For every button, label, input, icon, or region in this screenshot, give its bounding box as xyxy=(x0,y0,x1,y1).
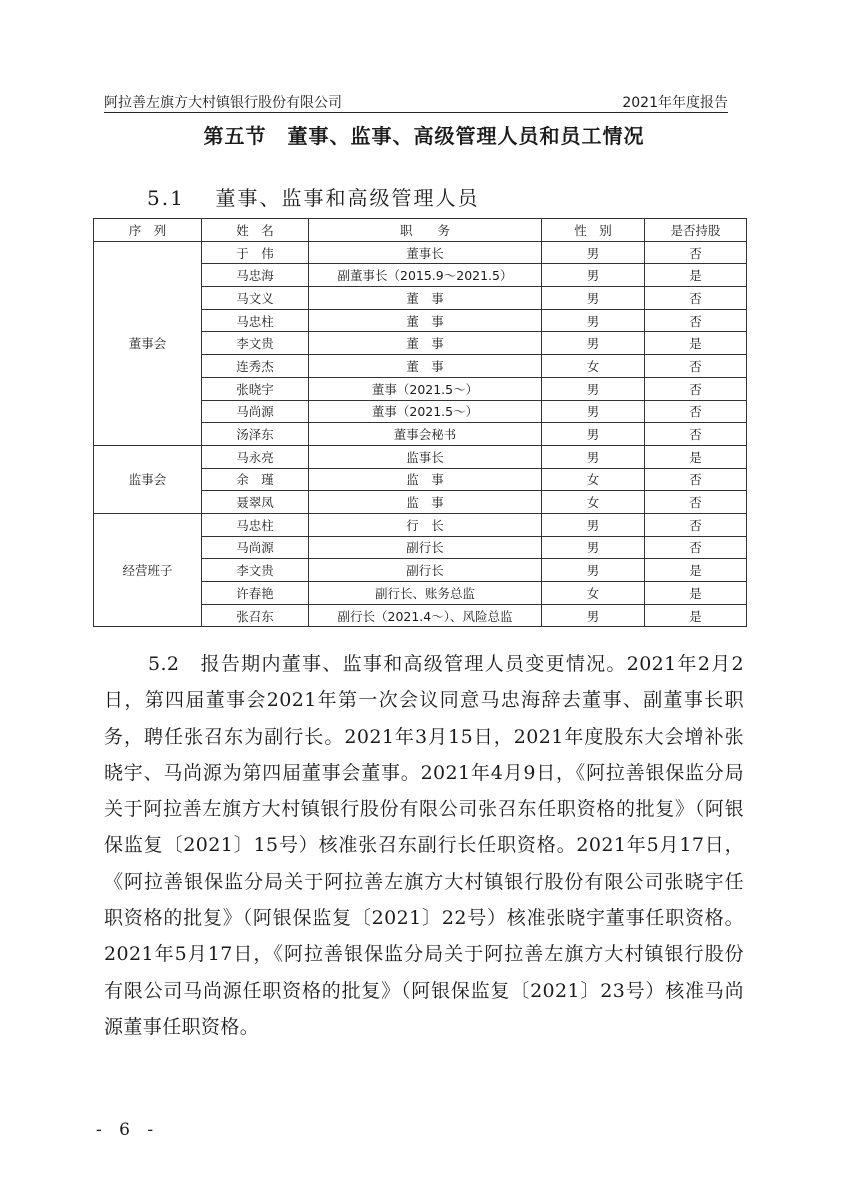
position-cell: 董 事 xyxy=(309,355,542,378)
position-cell: 董事（2021.5～） xyxy=(309,377,542,400)
position-cell: 董 事 xyxy=(309,332,542,355)
group-label-cell: 董事会 xyxy=(94,241,202,445)
position-cell: 副行长 xyxy=(309,536,542,559)
shareholding-cell: 是 xyxy=(645,604,747,627)
column-header: 是否持股 xyxy=(645,219,747,242)
shareholding-cell: 否 xyxy=(645,491,747,514)
name-cell: 马尚源 xyxy=(202,536,309,559)
gender-cell: 女 xyxy=(542,355,645,378)
gender-cell: 男 xyxy=(542,377,645,400)
position-cell: 董事会秘书 xyxy=(309,423,542,446)
gender-cell: 女 xyxy=(542,582,645,605)
position-cell: 副行长 xyxy=(309,559,542,582)
shareholding-cell: 否 xyxy=(645,377,747,400)
shareholding-cell: 否 xyxy=(645,309,747,332)
position-cell: 董事（2021.5～） xyxy=(309,400,542,423)
column-header: 姓 名 xyxy=(202,219,309,242)
column-header: 职 务 xyxy=(309,219,542,242)
header-company: 阿拉善左旗方大村镇银行股份有限公司 xyxy=(104,95,342,111)
header-report-title: 2021年年度报告 xyxy=(622,95,728,111)
gender-cell: 男 xyxy=(542,400,645,423)
gender-cell: 男 xyxy=(542,332,645,355)
gender-cell: 男 xyxy=(542,604,645,627)
gender-cell: 女 xyxy=(542,468,645,491)
gender-cell: 男 xyxy=(542,423,645,446)
column-header: 序 列 xyxy=(94,219,202,242)
table-row xyxy=(94,513,747,536)
subsection-title: 董事、监事和高级管理人员 xyxy=(215,186,480,210)
gender-cell: 男 xyxy=(542,513,645,536)
position-cell: 副行长（2021.4～）、风险总监 xyxy=(309,604,542,627)
name-cell: 余 瑾 xyxy=(202,468,309,491)
shareholding-cell: 否 xyxy=(645,287,747,310)
gender-cell: 男 xyxy=(542,559,645,582)
table-header-row xyxy=(94,219,747,242)
name-cell: 连秀杰 xyxy=(202,355,309,378)
table-row xyxy=(94,445,747,468)
shareholding-cell: 否 xyxy=(645,400,747,423)
gender-cell: 男 xyxy=(542,309,645,332)
group-label-cell: 经营班子 xyxy=(94,513,202,626)
position-cell: 董事长 xyxy=(309,241,542,264)
shareholding-cell: 是 xyxy=(645,332,747,355)
shareholding-cell: 是 xyxy=(645,559,747,582)
name-cell: 聂翠凤 xyxy=(202,491,309,514)
shareholding-cell: 是 xyxy=(645,264,747,287)
position-cell: 副董事长（2015.9～2021.5） xyxy=(309,264,542,287)
name-cell: 张晓宇 xyxy=(202,377,309,400)
table-row xyxy=(94,241,747,264)
position-cell: 董 事 xyxy=(309,309,542,332)
position-cell: 副行长、账务总监 xyxy=(309,582,542,605)
position-cell: 董 事 xyxy=(309,287,542,310)
gender-cell: 男 xyxy=(542,241,645,264)
gender-cell: 男 xyxy=(542,445,645,468)
subsection-number: 5.1 xyxy=(147,186,185,210)
name-cell: 马忠海 xyxy=(202,264,309,287)
name-cell: 张召东 xyxy=(202,604,309,627)
gender-cell: 男 xyxy=(542,287,645,310)
shareholding-cell: 是 xyxy=(645,445,747,468)
paragraph-text: 5.2 报告期内董事、监事和高级管理人员变更情况。2021年2月2日，第四届董事会2021年第一次会议同意马忠海辞去董事、副董事长职务，聘任张召东为副行长。2021年3月15日，2021年度股东大会增补张晓宇、马尚源为第四届董事会董事。2021年4月9日，《阿拉善银保监分局关于阿拉善左旗方大村镇银行股份有限公司张召东任职资格的批复》（阿银保监复〔2021〕15号）核准张召东副行长任职资格。2021年5月17日，《阿拉善银保监分局关于阿拉善左旗方大村镇银行股份有限公司张晓宇任职资格的批复》（阿银保监复〔2021〕22号）核准张晓宇董事任职资格。2021年5月17日，《阿拉善银保监分局关于阿拉善左旗方大村镇银行股份有限公司马尚源任职资格的批复》（阿银保监复〔2021〕23号）核准马尚源董事任职资格。 xyxy=(104,653,744,1038)
shareholding-cell: 否 xyxy=(645,536,747,559)
position-cell: 监事长 xyxy=(309,445,542,468)
shareholding-cell: 否 xyxy=(645,241,747,264)
personnel-table xyxy=(93,218,747,627)
change-summary-paragraph xyxy=(104,646,744,1045)
subsection-heading xyxy=(147,182,480,211)
section-title: 第五节 董事、监事、高级管理人员和员工情况 xyxy=(203,124,645,148)
gender-cell: 女 xyxy=(542,491,645,514)
group-label-cell: 监事会 xyxy=(94,445,202,513)
position-cell: 监 事 xyxy=(309,491,542,514)
page-header xyxy=(104,90,728,113)
name-cell: 许春艳 xyxy=(202,582,309,605)
gender-cell: 男 xyxy=(542,536,645,559)
column-header: 性 别 xyxy=(542,219,645,242)
page-number: - 6 - xyxy=(96,1120,160,1140)
name-cell: 马忠柱 xyxy=(202,513,309,536)
gender-cell: 男 xyxy=(542,264,645,287)
name-cell: 李文贵 xyxy=(202,559,309,582)
name-cell: 马尚源 xyxy=(202,400,309,423)
position-cell: 行 长 xyxy=(309,513,542,536)
name-cell: 马文义 xyxy=(202,287,309,310)
shareholding-cell: 是 xyxy=(645,582,747,605)
shareholding-cell: 否 xyxy=(645,468,747,491)
name-cell: 于 伟 xyxy=(202,241,309,264)
shareholding-cell: 否 xyxy=(645,513,747,536)
name-cell: 李文贵 xyxy=(202,332,309,355)
shareholding-cell: 否 xyxy=(645,423,747,446)
name-cell: 汤泽东 xyxy=(202,423,309,446)
position-cell: 监 事 xyxy=(309,468,542,491)
shareholding-cell: 否 xyxy=(645,355,747,378)
name-cell: 马永亮 xyxy=(202,445,309,468)
name-cell: 马忠柱 xyxy=(202,309,309,332)
